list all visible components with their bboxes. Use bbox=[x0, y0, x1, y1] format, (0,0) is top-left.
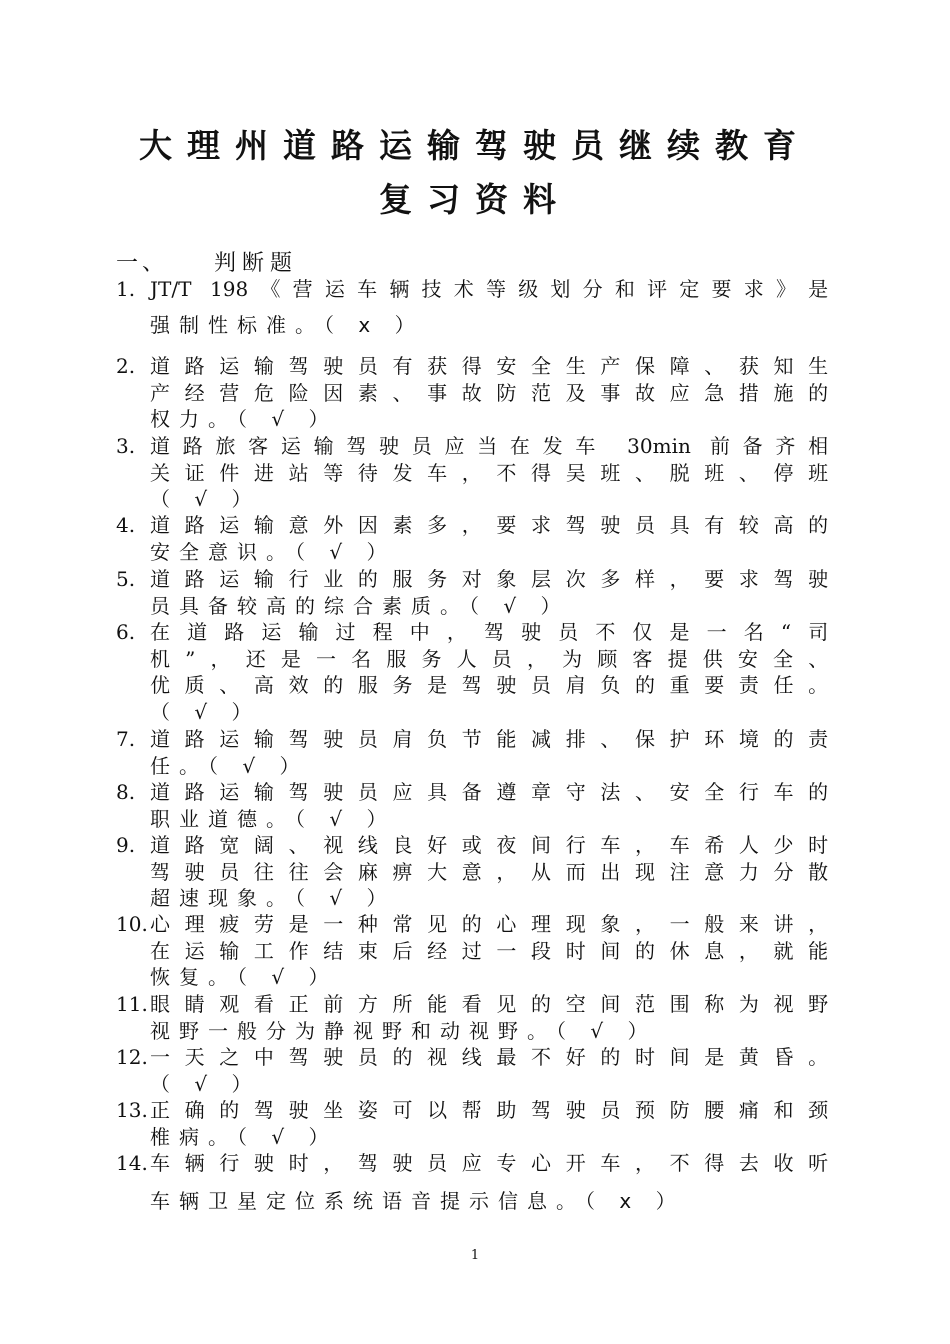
question-text bbox=[150, 1150, 828, 1226]
question-line: 车辆行驶时，驾驶员应专心开车，不得去收听 bbox=[150, 1151, 829, 1175]
question-line: 强制性标准。（ x ） bbox=[150, 313, 424, 337]
question-line: 道路运输驾驶员有获得安全生产保障、获知生 bbox=[150, 354, 829, 378]
question-line: 一天之中驾驶员的视线最不好的时间是黄昏。 bbox=[150, 1045, 829, 1069]
question-line: 安全意识。（ √ ） bbox=[150, 539, 396, 564]
question-line: 椎病。（ √ ） bbox=[150, 1124, 338, 1149]
question-number: 14. bbox=[116, 1151, 148, 1175]
question-line: 权力。（ √ ） bbox=[150, 407, 338, 431]
doc-title-line1: 大理州道路运输驾驶员继续教育 bbox=[139, 126, 811, 165]
question-line: 道路运输意外因素多，要求驾驶员具有较高的 bbox=[150, 513, 829, 537]
section-title: 判断题 bbox=[214, 251, 299, 276]
question-number: 10. bbox=[116, 912, 148, 936]
question-line: 在道路运输过程中，驾驶员不仅是一名“司 bbox=[150, 620, 829, 644]
question-number: 3. bbox=[116, 434, 136, 458]
question-text bbox=[150, 911, 828, 991]
question-line: 道路宽阔、视线良好或夜间行车，车希人少时 bbox=[150, 833, 829, 857]
question-text bbox=[150, 1097, 828, 1150]
section-number: 一、 bbox=[116, 251, 169, 276]
question-line: 道路运输行业的服务对象层次多样，要求驾驶 bbox=[150, 567, 829, 591]
question-line: 产经营危险因素、事故防范及事故应急措施的 bbox=[150, 380, 829, 405]
question-line: （ √ ） bbox=[150, 1071, 261, 1096]
doc-title-line2: 复习资料 bbox=[379, 180, 571, 219]
question-line: 道路运输驾驶员肩负节能减排、保护环境的责 bbox=[150, 727, 829, 751]
question-text bbox=[150, 566, 828, 619]
question-text bbox=[150, 353, 828, 433]
question-line: 关证件进站等待发车，不得吴班、脱班、停班 bbox=[150, 460, 829, 485]
question-line: 正确的驾驶坐姿可以帮助驾驶员预防腰痛和颈 bbox=[150, 1098, 829, 1122]
question-number: 8. bbox=[116, 780, 136, 804]
question-number: 12. bbox=[116, 1045, 148, 1069]
page-number: 1 bbox=[470, 1248, 480, 1263]
question-number: 1. bbox=[116, 277, 136, 301]
question-number: 4. bbox=[116, 513, 136, 537]
question-number: 5. bbox=[116, 567, 136, 591]
question-line: 心理疲劳是一种常见的心理现象，一般来讲， bbox=[150, 912, 829, 936]
question-line: 在运输工作结束后经过一段时间的休息，就能 bbox=[150, 938, 829, 963]
question-line: 任。（ √ ） bbox=[150, 753, 309, 778]
question-text bbox=[150, 1044, 828, 1097]
question-text bbox=[150, 619, 828, 725]
question-text bbox=[150, 991, 828, 1044]
question-text bbox=[150, 726, 828, 779]
question-number: 9. bbox=[116, 833, 136, 857]
question-text bbox=[150, 832, 828, 912]
question-line: 道路旅客运输驾驶员应当在发车 30min 前备齐相 bbox=[150, 434, 829, 458]
question-line: （ √ ） bbox=[150, 487, 261, 511]
question-text bbox=[150, 512, 828, 565]
question-line: 视野一般分为静视野和动视野。（ √ ） bbox=[150, 1018, 657, 1043]
question-line: 员具备较高的综合素质。（ √ ） bbox=[150, 593, 570, 618]
question-line: 机”，还是一名服务人员，为顾客提供安全、 bbox=[150, 646, 829, 671]
question-line: JT/T 198《营运车辆技术等级划分和评定要求》是 bbox=[150, 277, 829, 301]
question-number: 2. bbox=[116, 354, 136, 378]
question-line: 优质、高效的服务是驾驶员肩负的重要责任。 bbox=[150, 673, 829, 697]
question-text bbox=[150, 779, 828, 832]
question-line: 眼睛观看正前方所能看见的空间范围称为视野 bbox=[150, 992, 829, 1016]
question-text bbox=[150, 276, 828, 348]
question-number: 11. bbox=[116, 992, 148, 1016]
question-number: 6. bbox=[116, 620, 136, 644]
question-line: 恢复。（ √ ） bbox=[150, 965, 338, 989]
question-line: 驾驶员往往会麻痹大意，从而出现注意力分散 bbox=[150, 859, 829, 884]
question-number: 13. bbox=[116, 1098, 148, 1122]
question-line: 超速现象。（ √ ） bbox=[150, 886, 396, 910]
question-line: （ √ ） bbox=[150, 699, 261, 724]
question-text bbox=[150, 433, 828, 513]
question-line: 车辆卫星定位系统语音提示信息。（ x ） bbox=[150, 1189, 685, 1213]
question-line: 职业道德。（ √ ） bbox=[150, 806, 396, 831]
question-number: 7. bbox=[116, 727, 136, 751]
section-heading bbox=[116, 246, 298, 277]
question-line: 道路运输驾驶员应具备遵章守法、安全行车的 bbox=[150, 780, 829, 804]
